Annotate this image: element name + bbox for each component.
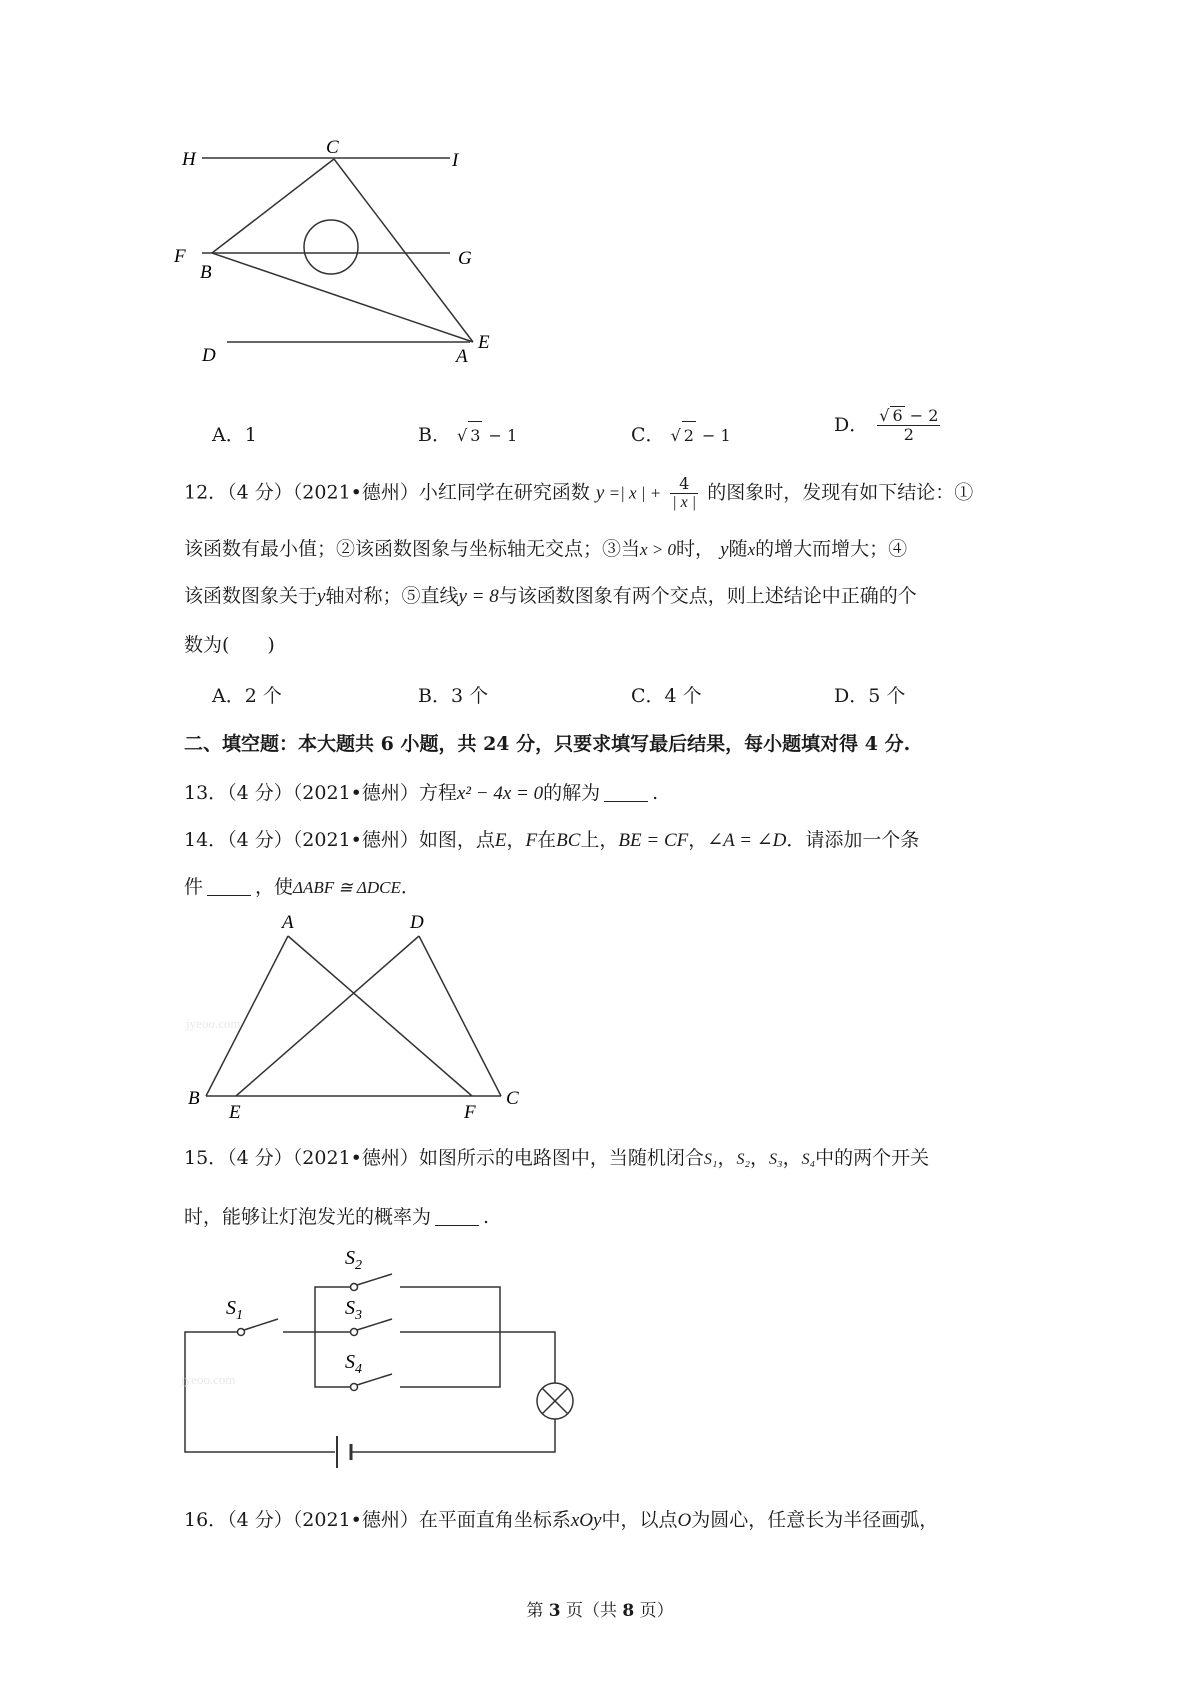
- frac-numerator: 4: [670, 475, 698, 494]
- answer-blank: [207, 875, 251, 896]
- segment-cb: [212, 159, 334, 253]
- math-inline: y: [720, 539, 729, 560]
- label-c: C: [506, 1088, 519, 1109]
- segment-af: [288, 936, 472, 1096]
- q14-line-2: [184, 873, 1044, 902]
- text: ，: [506, 829, 526, 851]
- text: 数为( ): [184, 634, 275, 656]
- math-inline: S₂: [736, 1151, 751, 1168]
- label-s1: $S_1$: [226, 1297, 243, 1323]
- q12-option-b: B．3 个: [418, 685, 489, 707]
- text: ，: [750, 1147, 770, 1169]
- q11-option-b: [418, 421, 517, 450]
- text: 该函数图象关于: [184, 585, 318, 607]
- text: 在: [537, 829, 557, 851]
- label-e: E: [229, 1102, 241, 1123]
- text: .: [483, 1206, 490, 1228]
- q12-line-4: [184, 631, 1044, 659]
- figure-q14: [180, 910, 540, 1123]
- text: 中的两个开关: [815, 1147, 930, 1169]
- option-rest: − 1: [702, 426, 731, 445]
- switch-s3-blade: [357, 1319, 392, 1330]
- label-g: G: [458, 248, 472, 269]
- q12-line1-rest: 的图象时，发现有如下结论：①: [707, 481, 974, 504]
- page-number: 3: [548, 1601, 561, 1621]
- answer-blank: [604, 781, 648, 802]
- q13-line: [184, 779, 1044, 808]
- option-value: 1: [244, 424, 257, 446]
- label-s3: $S_3$: [345, 1297, 362, 1323]
- sqrt-sign: √: [879, 406, 890, 425]
- footer-text: 第: [526, 1601, 544, 1621]
- label-a: A: [456, 346, 468, 367]
- sqrt-sign: √: [670, 426, 681, 445]
- option-label: D．: [834, 414, 869, 436]
- answer-blank: [435, 1205, 479, 1226]
- wire-left: [185, 1332, 335, 1452]
- fraction: [877, 406, 940, 444]
- text: ，使: [255, 876, 294, 898]
- func-lhs: y: [595, 482, 605, 504]
- text: .: [652, 782, 659, 804]
- q12-line-3: [184, 582, 1044, 611]
- total-pages: 8: [622, 1601, 635, 1621]
- option-label: B．: [418, 424, 451, 446]
- math-inline: x: [747, 540, 756, 559]
- switch-s4-contact: [351, 1384, 358, 1391]
- wire-bottom-right: [373, 1419, 555, 1452]
- wire-right: [500, 1332, 555, 1383]
- label-a: A: [282, 912, 294, 933]
- text: 该函数有最小值；②该函数图象与坐标轴无交点；③当: [184, 538, 641, 560]
- math-inline: S₁: [703, 1151, 718, 1168]
- func-mid: =| x | +: [604, 483, 662, 503]
- sqrt-radicand: 3: [468, 421, 482, 450]
- math-inline: BE = CF: [618, 830, 689, 851]
- q11-option-d: [834, 406, 943, 444]
- segment-de: [236, 936, 419, 1096]
- text: 的增大而增大；④: [755, 538, 908, 560]
- text: 件: [184, 876, 204, 898]
- math-inline: S₄: [801, 1151, 816, 1168]
- q15-line-1: [184, 1144, 1044, 1174]
- circle: [304, 220, 358, 274]
- label-b: B: [188, 1088, 200, 1109]
- math-inline: ∠A = ∠D: [707, 830, 787, 851]
- equation: x² − 4x = 0: [456, 783, 544, 804]
- footer-text: 页）: [639, 1601, 674, 1621]
- text: ．请添加一个条: [786, 829, 920, 851]
- footer-text: 页（共: [566, 1601, 617, 1621]
- label-h: H: [182, 149, 196, 170]
- math-inline: E: [494, 830, 507, 851]
- math-inline: y = 8: [458, 586, 499, 607]
- option-label: A．: [212, 424, 245, 446]
- label-d: D: [202, 345, 216, 366]
- math-inline: BC: [556, 830, 581, 851]
- text: 时，: [676, 538, 715, 560]
- figure-q15-circuit: [175, 1240, 595, 1470]
- switch-s2-contact: [351, 1284, 358, 1291]
- func-fraction: [670, 475, 698, 512]
- denominator: 2: [903, 425, 914, 444]
- numerator: [877, 406, 940, 426]
- text: 轴对称；⑤直线: [325, 585, 459, 607]
- switch-s3-contact: [351, 1329, 358, 1336]
- text: 的解为: [543, 782, 601, 804]
- text: 上，: [580, 829, 619, 851]
- math-inline: x > 0: [640, 540, 677, 559]
- switch-s1-blade: [244, 1319, 278, 1330]
- section-heading: 二、填空题：本大题共 6 小题，共 24 分，只要求填写最后结果，每小题填对得 4 分.: [184, 733, 911, 755]
- label-b: B: [200, 262, 212, 283]
- label-c: C: [326, 137, 339, 158]
- watermark: jyeoo.com: [186, 1016, 241, 1031]
- text: 13．（4 分）（2021•德州）方程: [184, 782, 457, 804]
- text: 与该函数图象有两个交点，则上述结论中正确的个: [498, 585, 917, 607]
- label-e: E: [478, 332, 490, 353]
- text: 时，能够让灯泡发光的概率为: [184, 1206, 432, 1228]
- sqrt-radicand: 2: [682, 421, 696, 450]
- label-s4: $S_4$: [345, 1351, 362, 1377]
- q11-option-c: [631, 421, 731, 450]
- page-footer: [0, 1596, 1200, 1621]
- text: 随: [728, 538, 748, 560]
- text: ，: [782, 1147, 802, 1169]
- frac-denominator: | x |: [672, 494, 697, 511]
- text: 为圆心，任意长为半径画弧，: [691, 1509, 939, 1531]
- numerator-rest: − 2: [909, 406, 939, 425]
- math-inline: ΔABF ≅ ΔDCE: [293, 878, 401, 897]
- q12-prefix: 12．（4 分）（2021•德州）小红同学在研究函数: [184, 481, 590, 504]
- option-rest: − 1: [488, 426, 518, 445]
- math-inline: F: [525, 830, 538, 851]
- segment-ba: [212, 253, 473, 342]
- text: ，: [688, 829, 708, 851]
- segment-ca: [334, 159, 473, 342]
- switch-s1-contact: [238, 1329, 245, 1336]
- text: ．: [400, 876, 420, 898]
- segment-dc: [419, 936, 501, 1096]
- math-inline: O: [677, 1510, 692, 1531]
- math-inline: xOy: [570, 1510, 602, 1531]
- wire-right-bus: [400, 1287, 500, 1387]
- q12-option-a: A．2 个: [212, 685, 282, 707]
- q12-line-1: [184, 475, 1044, 512]
- q14-line-1: [184, 826, 1044, 855]
- option-label: C．: [631, 424, 665, 446]
- sqrt-radicand: 6: [892, 406, 903, 425]
- switch-s4-blade: [357, 1374, 392, 1385]
- text: ，: [717, 1147, 737, 1169]
- watermark: jyeoo.com: [181, 1372, 236, 1387]
- switch-s2-blade: [357, 1274, 392, 1285]
- label-i: I: [452, 150, 459, 171]
- text: 中，以点: [601, 1509, 678, 1531]
- q15-line-2: [184, 1203, 1044, 1231]
- label-d: D: [410, 912, 424, 933]
- q12-option-c: C．4 个: [631, 685, 702, 707]
- q12-line-2: [184, 535, 1044, 564]
- label-f: F: [464, 1102, 476, 1123]
- text: 15．（4 分）（2021•德州）如图所示的电路图中，当随机闭合: [184, 1147, 704, 1169]
- label-s2: $S_2$: [345, 1247, 362, 1273]
- q12-option-d: D．5 个: [834, 685, 906, 707]
- math-inline: S₃: [769, 1151, 783, 1168]
- sqrt-sign: √: [457, 426, 468, 445]
- text: 14．（4 分）（2021•德州）如图，点: [184, 829, 495, 851]
- q16-line-1: [184, 1506, 1044, 1535]
- text: 16．（4 分）（2021•德州）在平面直角坐标系: [184, 1509, 571, 1531]
- label-f: F: [174, 246, 186, 267]
- q11-option-a: [212, 421, 257, 449]
- figure-q11: [174, 137, 540, 400]
- math-inline: y: [317, 586, 326, 607]
